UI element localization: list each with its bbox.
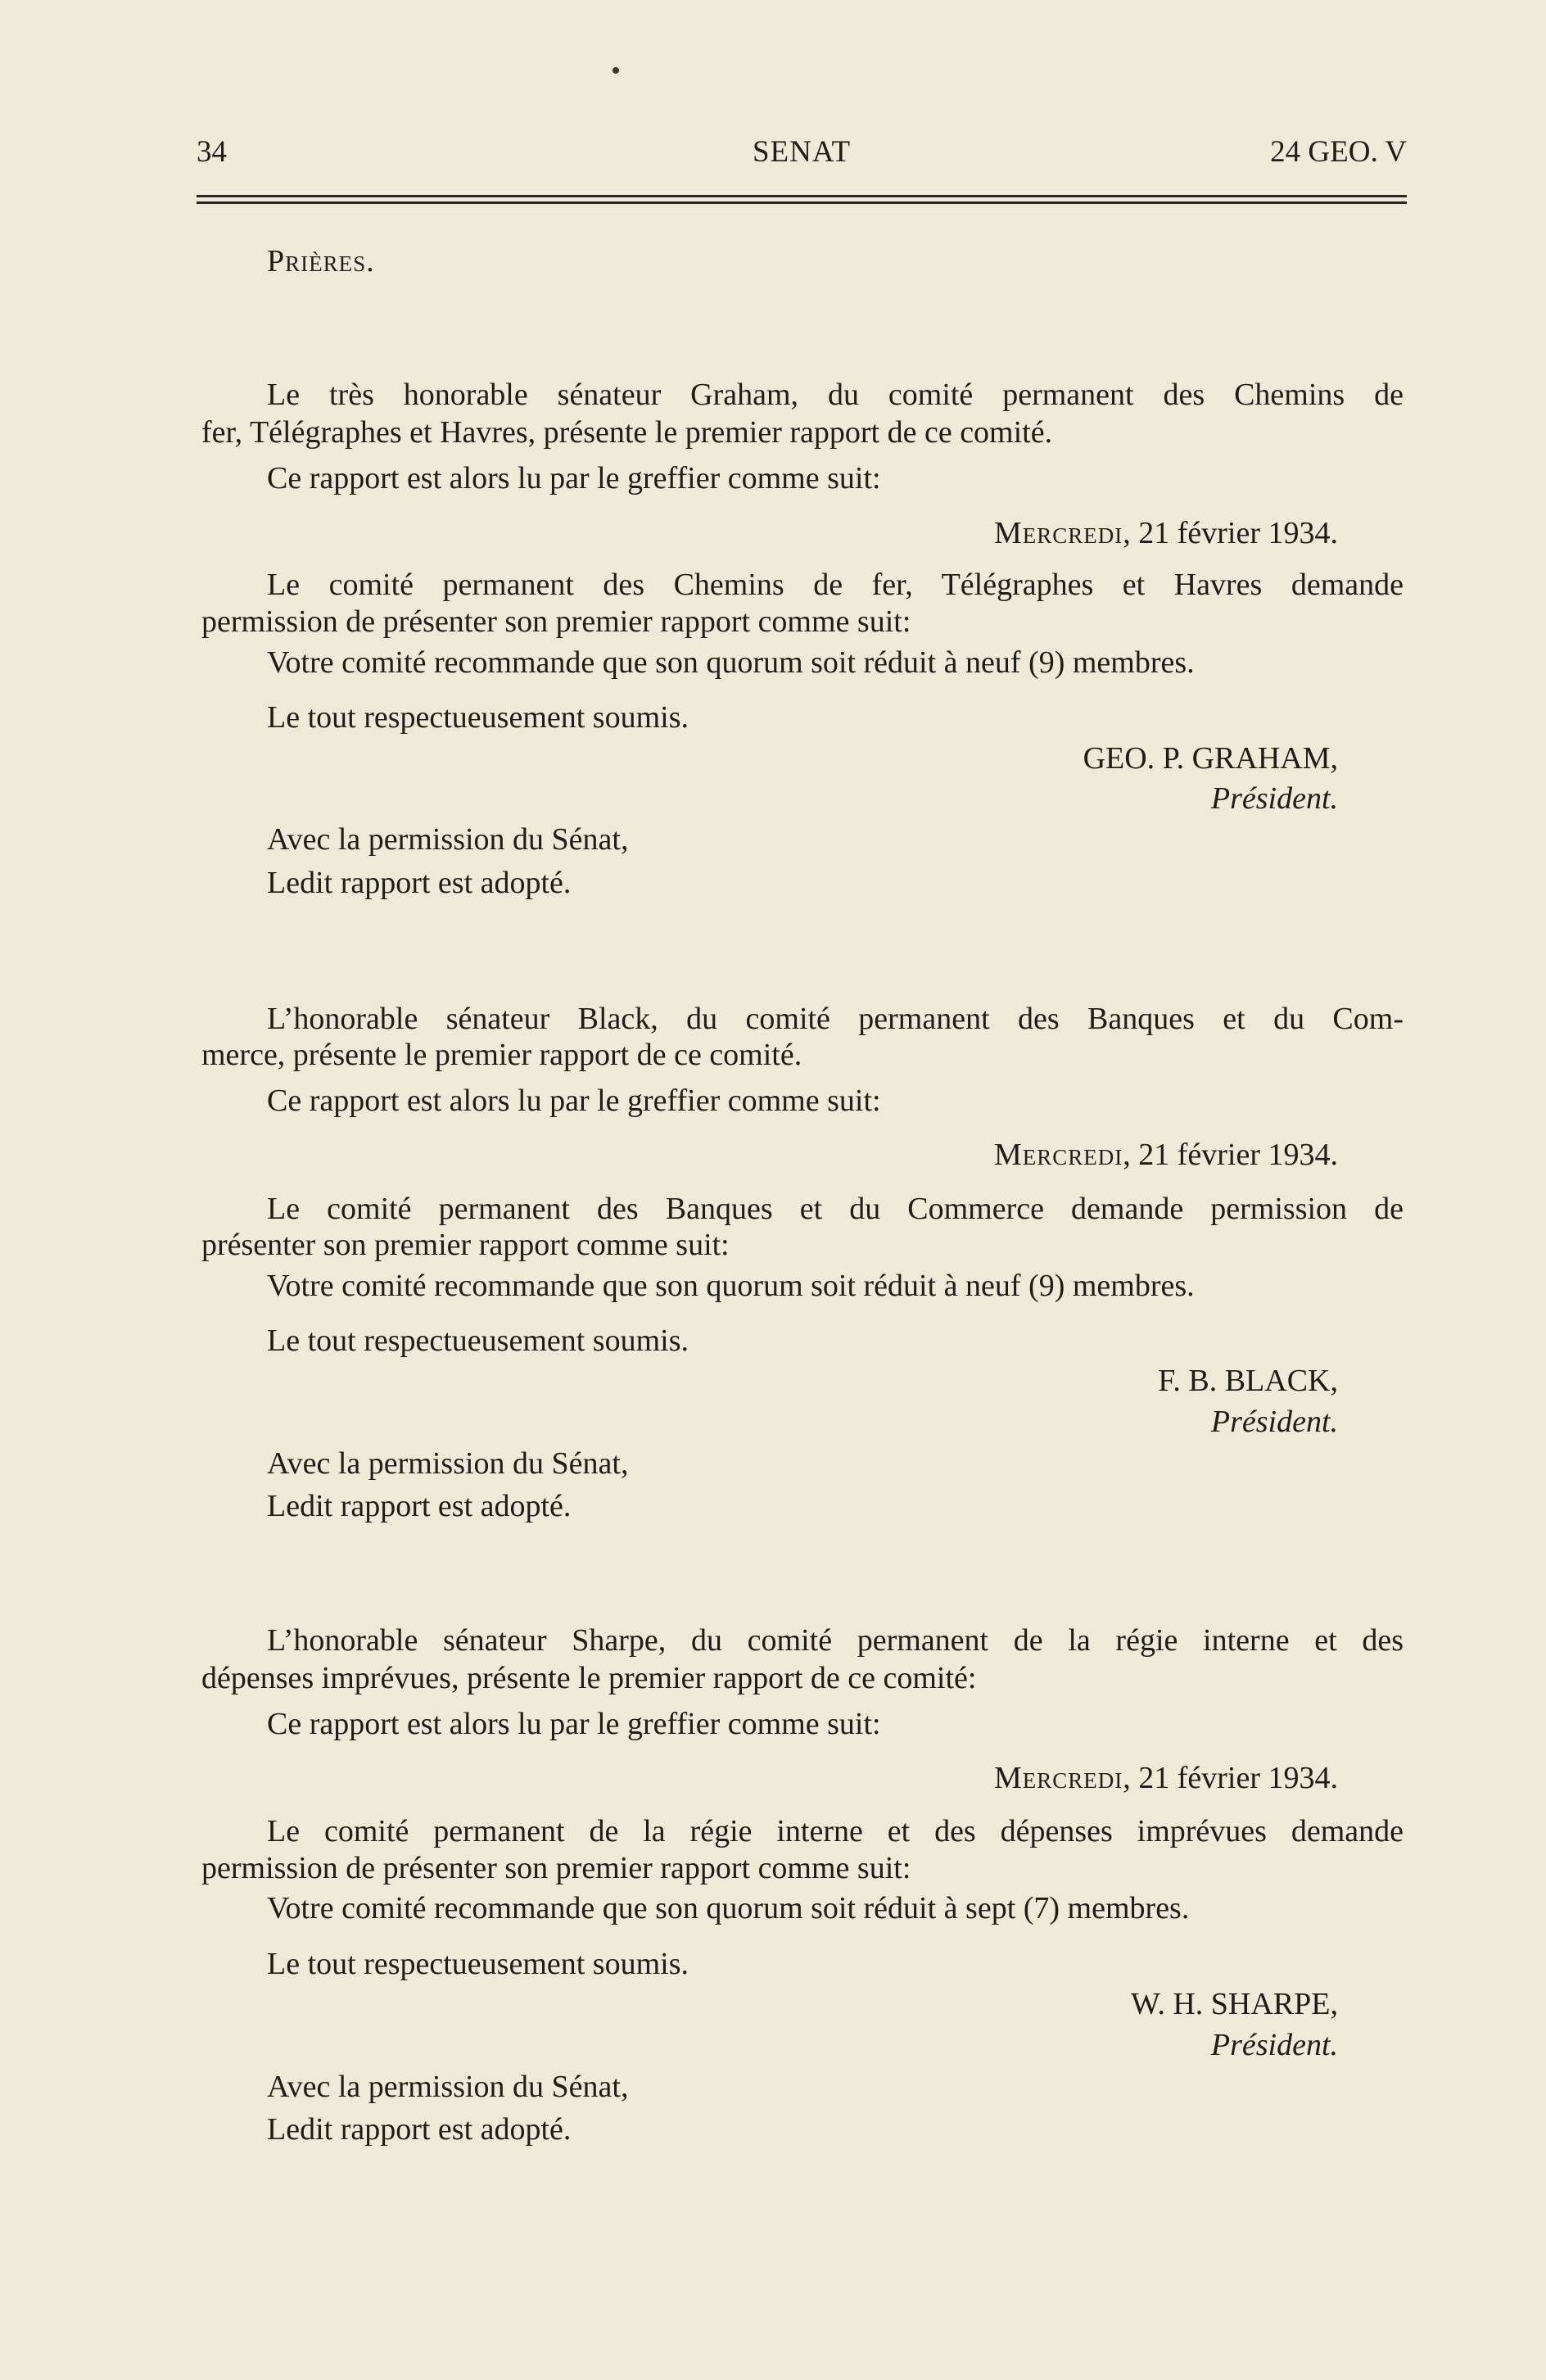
report-date-rest: , 21 février 1934. bbox=[1123, 1761, 1338, 1795]
report-date-day: Mercredi bbox=[993, 516, 1123, 550]
report-intro-line2: merce, présente le premier rapport de ce comité. bbox=[201, 1038, 802, 1072]
report-date bbox=[994, 1759, 1338, 1797]
print-mark bbox=[613, 67, 619, 74]
report-submitted: Le tout respectueusement soumis. bbox=[267, 700, 689, 735]
report-date bbox=[994, 1136, 1338, 1174]
report-adopted: Ledit rapport est adopté. bbox=[267, 2112, 572, 2147]
report-permission: Avec la permission du Sénat, bbox=[267, 822, 629, 857]
header-rule-bottom bbox=[197, 201, 1407, 204]
report-submitted: Le tout respectueusement soumis. bbox=[267, 1947, 689, 1981]
report-body-line1: Le comité permanent des Chemins de fer, Télégraphes et Havres demande bbox=[267, 568, 1404, 602]
report-body-line2: permission de présenter son premier rapport comme suit: bbox=[201, 604, 911, 639]
report-role: Président. bbox=[1210, 1405, 1338, 1439]
report-permission: Avec la permission du Sénat, bbox=[267, 2070, 629, 2104]
report-role: Président. bbox=[1210, 2028, 1338, 2062]
report-recommendation: Votre comité recommande que son quorum soit réduit à neuf (9) membres. bbox=[267, 1269, 1195, 1303]
page-header bbox=[197, 134, 1407, 174]
page-number: 34 bbox=[197, 135, 227, 169]
session-label: 24 GEO. V bbox=[1270, 135, 1407, 169]
prayers-heading: Prières. bbox=[267, 244, 375, 278]
report-signature: W. H. SHARPE, bbox=[1130, 1987, 1338, 2021]
report-read-line: Ce rapport est alors lu par le greffier comme suit: bbox=[267, 1084, 881, 1118]
report-date bbox=[994, 514, 1338, 552]
report-submitted: Le tout respectueusement soumis. bbox=[267, 1323, 689, 1358]
report-date-day: Mercredi bbox=[993, 1138, 1123, 1172]
report-date-rest: , 21 février 1934. bbox=[1123, 516, 1338, 550]
report-date-rest: , 21 février 1934. bbox=[1123, 1138, 1338, 1172]
report-adopted: Ledit rapport est adopté. bbox=[267, 866, 572, 900]
report-adopted: Ledit rapport est adopté. bbox=[267, 1489, 572, 1523]
report-role: Président. bbox=[1210, 781, 1338, 816]
report-signature: GEO. P. GRAHAM, bbox=[1083, 741, 1338, 776]
report-body-line2: permission de présenter son premier rapport comme suit: bbox=[201, 1851, 911, 1885]
report-intro-line1: L’honorable sénateur Sharpe, du comité permanent de la régie interne et des bbox=[267, 1623, 1404, 1658]
report-read-line: Ce rapport est alors lu par le greffier comme suit: bbox=[267, 1707, 881, 1741]
report-recommendation: Votre comité recommande que son quorum soit réduit à sept (7) membres. bbox=[267, 1891, 1190, 1925]
report-intro-line2: dépenses imprévues, présente le premier rapport de ce comité: bbox=[201, 1661, 977, 1695]
report-signature: F. B. BLACK, bbox=[1158, 1364, 1338, 1398]
report-intro-line1: L’honorable sénateur Black, du comité permanent des Banques et du Com- bbox=[267, 1002, 1404, 1036]
report-body-line2: présenter son premier rapport comme suit: bbox=[201, 1228, 730, 1262]
header-rule-top bbox=[197, 195, 1407, 197]
page-title: SENAT bbox=[752, 135, 852, 169]
report-permission: Avec la permission du Sénat, bbox=[267, 1446, 629, 1481]
report-read-line: Ce rapport est alors lu par le greffier comme suit: bbox=[267, 461, 881, 495]
report-date-day: Mercredi bbox=[993, 1761, 1123, 1795]
report-body-line1: Le comité permanent de la régie interne et des dépenses imprévues demande bbox=[267, 1814, 1404, 1848]
report-intro-line1: Le très honorable sénateur Graham, du comité permanent des Chemins de bbox=[267, 378, 1404, 412]
report-recommendation: Votre comité recommande que son quorum soit réduit à neuf (9) membres. bbox=[267, 645, 1195, 680]
report-intro-line2: fer, Télégraphes et Havres, présente le premier rapport de ce comité. bbox=[201, 415, 1053, 450]
report-body-line1: Le comité permanent des Banques et du Commerce demande permission de bbox=[267, 1192, 1404, 1226]
